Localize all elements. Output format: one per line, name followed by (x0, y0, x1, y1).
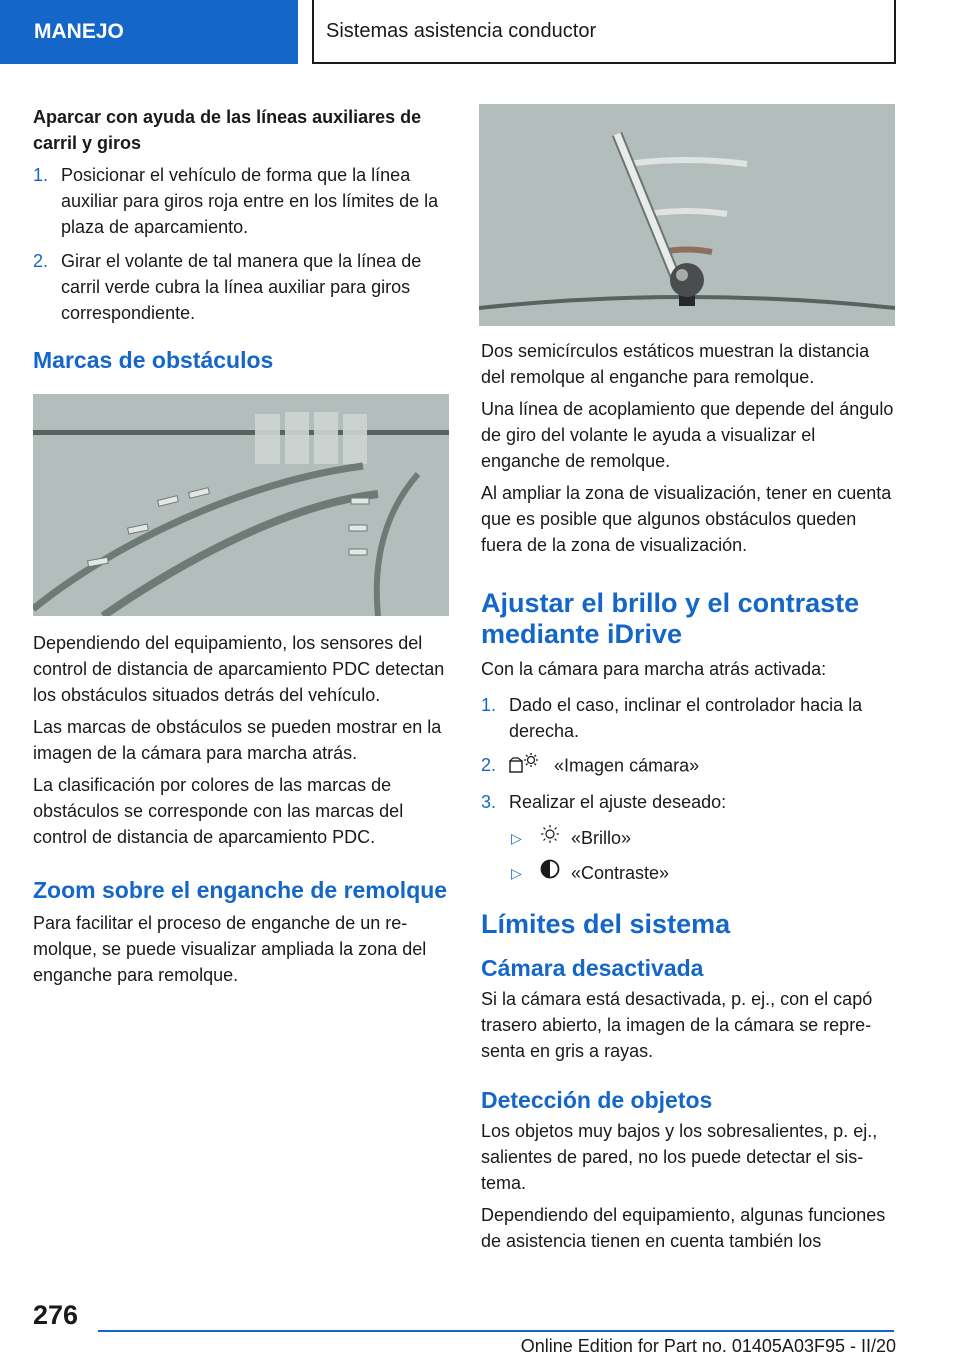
step-number: 2. (33, 251, 49, 271)
lane-guides-heading: Aparcar con ayuda de las líneas auxiliares de carril y giros (33, 107, 422, 153)
list-item (481, 692, 897, 744)
hitch-paragraph: Al ampliar la zona de visualización, tener en cuenta que es posible que algunos obstáculos queden fuera de la zona de visualización. (481, 483, 892, 555)
system-limits-heading: Límites del sistema (481, 909, 731, 939)
list-item (481, 789, 897, 815)
hitch-paragraph: Una línea de acoplamiento que depende del ángulo de giro del volante le ayuda a visualizar el enganche de remolque. (481, 399, 894, 471)
camera-off-heading: Cámara desactivada (481, 955, 704, 981)
trailer-zoom-paragraph: Para facilitar el proceso de enganche de un remolque, se puede visualizar ampliada la zona del enganche para remolque. (33, 913, 427, 985)
right-column (481, 104, 897, 1260)
bullet-marker: ▷ (511, 864, 522, 881)
list-item (509, 823, 897, 852)
step-text: Girar el volante de tal manera que la línea de carril verde cubra la línea auxiliar para giros correspondiente. (61, 251, 422, 323)
option-label: «Contraste» (571, 862, 670, 883)
chapter-tab (0, 0, 298, 64)
brightness-intro: Con la cámara para marcha atrás activada: (481, 659, 827, 679)
list-item (33, 248, 449, 326)
bullet-marker: ▷ (511, 829, 522, 846)
adjustment-options (481, 823, 897, 887)
hitch-paragraph: Dos semicírculos estáticos muestran la distancia del remolque al enganche para remolque. (481, 341, 870, 387)
step-text: Dado el caso, inclinar el controlador hacia la derecha. (509, 695, 863, 741)
list-item (33, 162, 449, 240)
step-text: Posicionar el vehículo de forma que la línea auxiliar para giros roja entre en los límites de la plaza de aparcamiento. (61, 165, 439, 237)
step-number: 2. (481, 755, 497, 775)
trailer-zoom-heading: Zoom sobre el enganche de remolque (33, 877, 448, 903)
detection-paragraph: Dependiendo del equipamiento, algunas funciones de asistencia tienen en cuenta también los (481, 1205, 886, 1251)
obstacle-marks-heading: Marcas de obstáculos (33, 347, 274, 373)
step-number: 3. (481, 792, 497, 812)
trailer-hitch-figure (479, 104, 895, 326)
contrast-icon (539, 858, 561, 887)
brightness-steps (481, 692, 897, 815)
obstacle-paragraph: Las marcas de obstáculos se pueden mostrar en la imagen de la cámara para marcha atrás. (33, 717, 442, 763)
obstacle-marks-figure (33, 394, 449, 616)
list-item (481, 752, 897, 781)
lane-guides-steps (33, 162, 449, 326)
camera-settings-icon (509, 752, 539, 781)
brightness-icon (539, 823, 561, 852)
obstacle-paragraph: La clasificación por colores de las marcas de obstáculos se corresponde con las marcas del control de distancia de aparcamiento PDC. (33, 775, 404, 847)
list-item (509, 858, 897, 887)
step-text: «Imagen cámara» (554, 755, 700, 776)
footer-divider (98, 1330, 894, 1332)
left-column (33, 104, 449, 994)
obstacle-paragraph: Dependiendo del equipamiento, los sensores del control de distancia de aparcamiento PDC detectan los obstáculos situados detrás del vehículo. (33, 633, 445, 705)
option-label: «Brillo» (571, 827, 632, 848)
section-header (312, 0, 896, 64)
object-detection-heading: Detección de objetos (481, 1087, 713, 1113)
edition-note: Online Edition for Part no. 01405A03F95 - II/20 (520, 1336, 896, 1356)
step-text: Realizar el ajuste deseado: (509, 792, 727, 812)
brightness-contrast-heading: Ajustar el brillo y el contraste mediante iDrive (481, 588, 860, 649)
step-number: 1. (33, 165, 49, 185)
section-title: Sistemas asistencia conductor (326, 19, 597, 42)
step-number: 1. (481, 695, 497, 715)
detection-paragraph: Los objetos muy bajos y los sobresalientes, p. ej., salientes de pared, no los puede detectar el sistema. (481, 1121, 878, 1193)
camera-off-paragraph: Si la cámara está desactivada, p. ej., con el capó trasero abierto, la imagen de la cámara se representa en gris a rayas. (481, 989, 873, 1061)
page-number: 276 (33, 1300, 79, 1330)
chapter-label: MANEJO (34, 20, 124, 43)
